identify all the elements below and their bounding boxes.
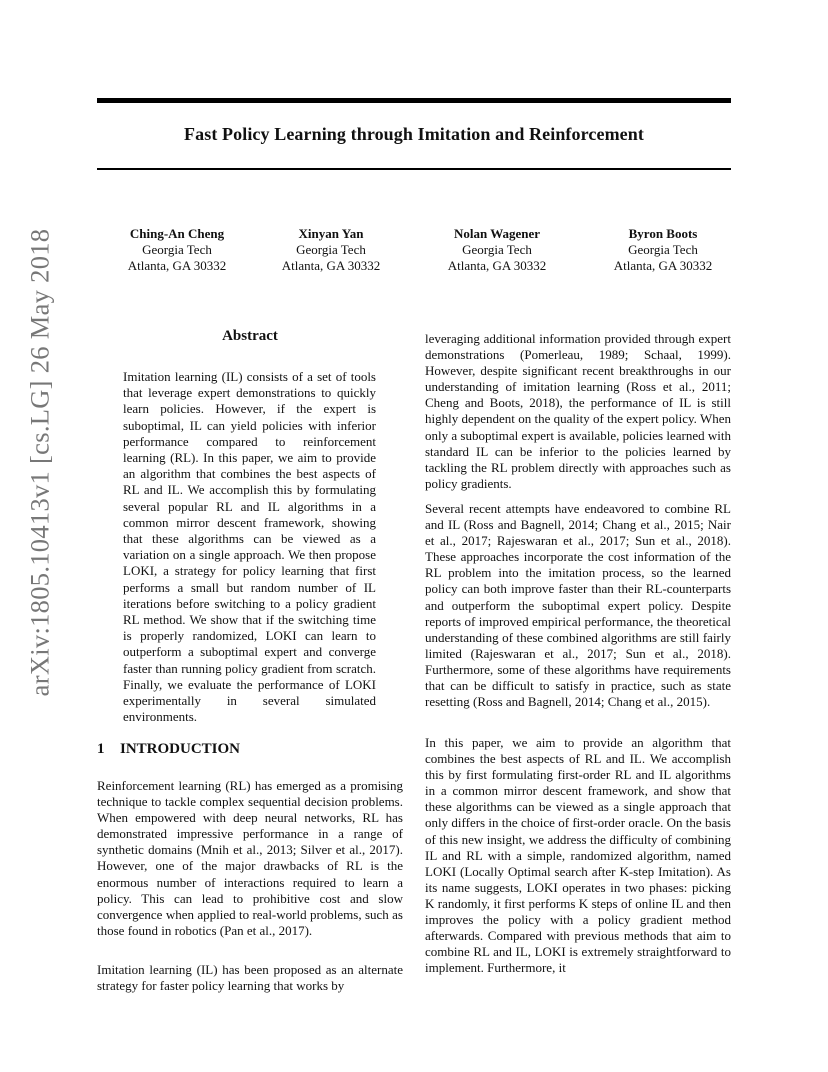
right-column-p1 bbox=[425, 331, 731, 492]
author-block bbox=[97, 226, 731, 286]
body-paragraph: Reinforcement learning (RL) has emerged as a promising technique to tackle complex sequential decision problems. When empowered with deep neural networks, RL has demonstrated impressive performance in a range of synthetic domains (Mnih et al., 2013; Silver et al., 2017). However, one of the major drawbacks of RL is the enormous number of interactions required to learn a policy. This can lead to prohibitive cost and slow convergence when applied to real-world problems, such as those found in robotics (Pan et al., 2017). bbox=[97, 778, 403, 938]
left-column-continued bbox=[97, 962, 403, 994]
author-name: Ching-An Cheng bbox=[129, 226, 225, 241]
author-2 bbox=[251, 226, 411, 275]
author-4 bbox=[583, 226, 743, 275]
right-column-p3 bbox=[425, 735, 731, 976]
paper-title: Fast Policy Learning through Imitation and Reinforcement bbox=[184, 124, 644, 144]
author-address: Atlanta, GA 30332 bbox=[447, 258, 547, 274]
author-3 bbox=[417, 226, 577, 275]
body-paragraph: Several recent attempts have endeavored to combine RL and IL (Ross and Bagnell, 2014; Chang et al., 2015; Nair et al., 2017; Rajeswaran et al., 2017; Sun et al., 2018). These approaches incorporate the cost information of the RL problem into the imitation process, so the learned policy can both improve faster than their RL-counterparts and outperform the suboptimal expert policy. Despite reports of improved empirical performance, the theoretical understanding of these combined algorithms are still fairly limited (Rajeswaran et al., 2017; Sun et al., 2018). Furthermore, some of these algorithms have requirements that can be difficult to satisfy in practice, such as state resetting (Ross and Bagnell, 2014; Chang et al., 2015). bbox=[425, 501, 731, 710]
body-paragraph: leveraging additional information provided through expert demonstrations (Pomerleau, 1989; Schaal, 1999). However, despite significant recent breakthroughs in our understanding of imitation learning (Ross et al., 2011; Cheng and Boots, 2018), the performance of IL is still highly dependent on the quality of the expert policy. When only a suboptimal expert is available, policies learned with standard IL can be inferior to the policies learned by tackling the RL problem directly with approaches such as policy gradients. bbox=[425, 331, 731, 491]
author-address: Atlanta, GA 30332 bbox=[281, 258, 381, 274]
title-top-rule bbox=[97, 98, 731, 103]
author-affiliation: Georgia Tech bbox=[628, 242, 698, 258]
section-heading bbox=[97, 741, 240, 758]
title-bottom-rule bbox=[97, 168, 731, 170]
abstract-heading: Abstract bbox=[222, 328, 278, 344]
section-number: 1 bbox=[97, 741, 105, 757]
author-name: Byron Boots bbox=[628, 226, 698, 241]
right-column-p2 bbox=[425, 501, 731, 710]
author-affiliation: Georgia Tech bbox=[296, 242, 366, 258]
abstract-text bbox=[123, 369, 376, 725]
left-column bbox=[97, 778, 403, 939]
author-affiliation: Georgia Tech bbox=[142, 242, 212, 258]
abstract-paragraph: Imitation learning (IL) consists of a set of tools that leverage expert demonstrations to quickly learn policies. However, if the expert is suboptimal, IL can yield policies with inferior performance compared to reinforcement learning (RL). In this paper, we aim to provide an algorithm that combines the best aspects of RL and IL. We accomplish this by formulating several popular RL and IL algorithms in a common mirror descent framework, showing that these algorithms can be viewed as a variation on a single approach. We then propose LOKI, a strategy for policy learning that first performs a small but random number of IL iterations before switching to a policy gradient RL method. We show that if the switching time is properly randomized, LOKI can learn to outperform a suboptimal expert and converge faster than running policy gradient from scratch. Finally, we evaluate the performance of LOKI experimentally in several simulated environments. bbox=[123, 369, 376, 725]
body-paragraph: In this paper, we aim to provide an algorithm that combines the best aspects of RL and IL. We accomplish this by first formulating first-order RL and IL algorithms in a common mirror descent framework, and show that these algorithms can be viewed as a single approach that only differs in the choice of first-order oracle. On the basis of this new insight, we address the difficulty of combining IL and RL with a simple, randomized algorithm, named LOKI (Locally Optimal search after K-step Imitation). As its name suggests, LOKI operates in two phases: picking K randomly, it first performs K steps of online IL and then improves the policy with a policy gradient method afterwards. Compared with previous methods that aim to combine RL and IL, LOKI is extremely straightforward to implement. Furthermore, it bbox=[425, 735, 731, 976]
author-name: Nolan Wagener bbox=[453, 226, 541, 241]
author-name: Xinyan Yan bbox=[298, 226, 364, 241]
author-affiliation: Georgia Tech bbox=[462, 242, 532, 258]
author-address: Atlanta, GA 30332 bbox=[127, 258, 227, 274]
arxiv-identifier-text: arXiv:1805.10413v1 [cs.LG] 26 May 2018 bbox=[24, 228, 55, 696]
author-address: Atlanta, GA 30332 bbox=[613, 258, 713, 274]
author-1 bbox=[97, 226, 257, 275]
arxiv-identifier bbox=[10, 228, 70, 696]
body-paragraph: Imitation learning (IL) has been proposed as an alternate strategy for faster policy learning that works by bbox=[97, 962, 403, 994]
section-title: INTRODUCTION bbox=[120, 741, 241, 757]
